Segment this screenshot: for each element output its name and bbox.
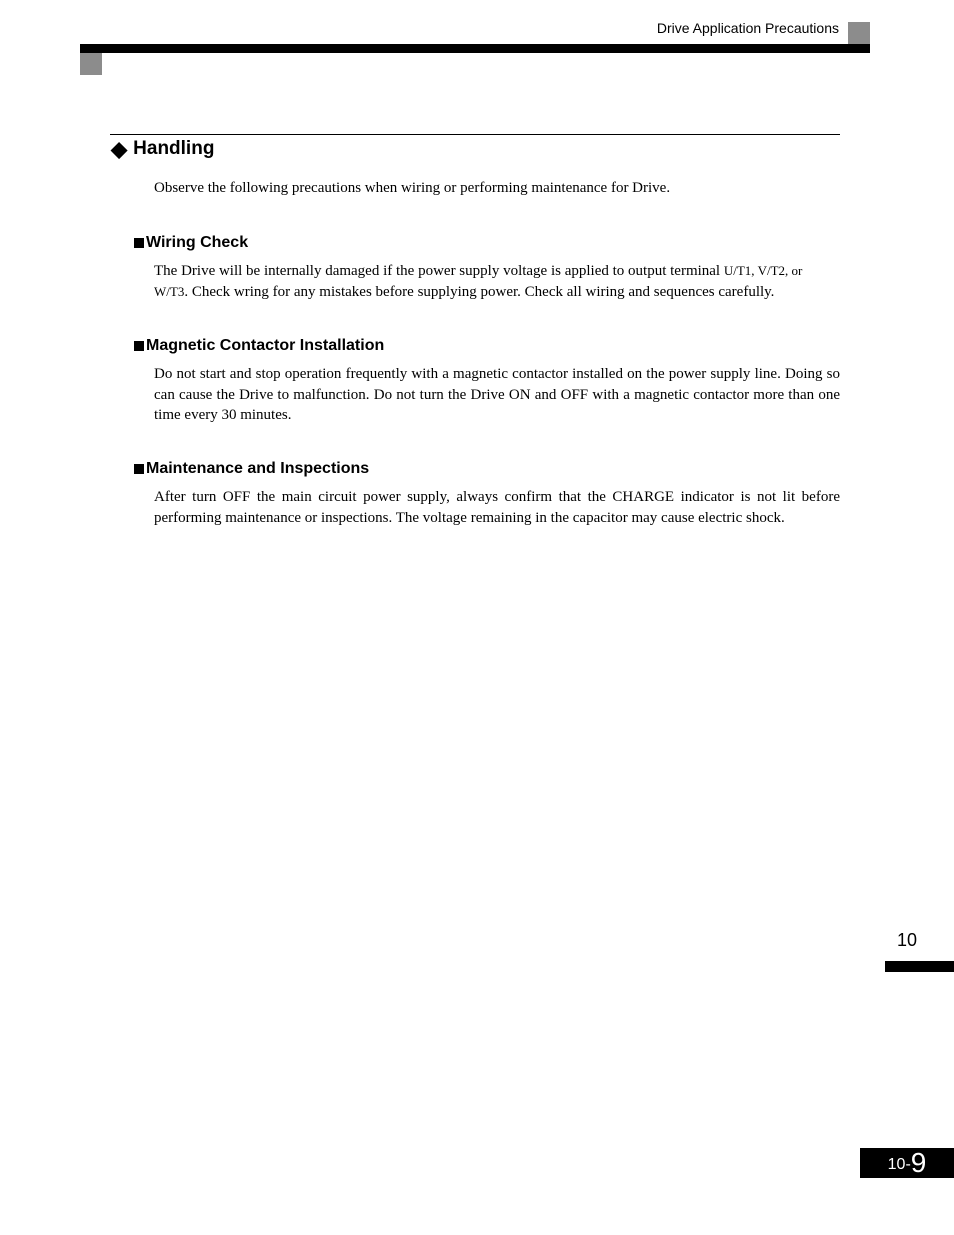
header-bar [80, 44, 870, 53]
page-number-prefix: 10- [887, 1156, 911, 1173]
paragraph-text: . Check wring for any mistakes before supplying power. Check all wiring and sequences carefully. [184, 283, 775, 300]
page-number-box [860, 1148, 954, 1178]
diamond-icon: ◆ [111, 137, 128, 161]
section-heading-text: Handling [133, 138, 215, 159]
header-title: Drive Application Precautions [656, 20, 839, 36]
section-heading [111, 138, 214, 160]
section-rule [110, 134, 840, 135]
section-intro: Observe the following precautions when wiring or performing maintenance for Drive. [154, 180, 671, 196]
square-bullet-icon [134, 341, 144, 351]
subsection-heading-text: Wiring Check [146, 234, 249, 251]
subsection-heading-magnetic-contactor [134, 337, 384, 355]
paragraph-maintenance: After turn OFF the main circuit power supply, always confirm that the CHARGE indicator is not lit before performing maintenance or inspections. The voltage remaining in the capacitor may cause electric shock. [154, 489, 840, 526]
subsection-heading-wiring-check [134, 234, 248, 252]
paragraph-magnetic-contactor: Do not start and stop operation frequently with a magnetic contactor installed on the power supply line. Doing so can cause the Drive to malfunction. Do not turn the Drive ON and OFF with a magnetic contactor more than one time every 30 minutes. [154, 366, 840, 423]
square-bullet-icon [134, 464, 144, 474]
chapter-tab-bar [885, 961, 954, 972]
page-number: 9 [910, 1147, 927, 1178]
subsection-heading-maintenance [134, 460, 369, 478]
header-square-left [80, 53, 102, 75]
subsection-heading-text: Maintenance and Inspections [146, 460, 370, 477]
paragraph-wiring-check [154, 261, 840, 302]
paragraph-text: The Drive will be internally damaged if the power supply voltage is applied to output terminal [154, 263, 724, 279]
header-square-right [848, 22, 870, 44]
terminal-names: U/T1, V/T2, or [723, 263, 803, 278]
chapter-number: 10 [897, 930, 918, 950]
square-bullet-icon [134, 238, 144, 248]
subsection-heading-text: Magnetic Contactor Installation [146, 337, 385, 354]
terminal-names: W/T3 [154, 283, 185, 299]
